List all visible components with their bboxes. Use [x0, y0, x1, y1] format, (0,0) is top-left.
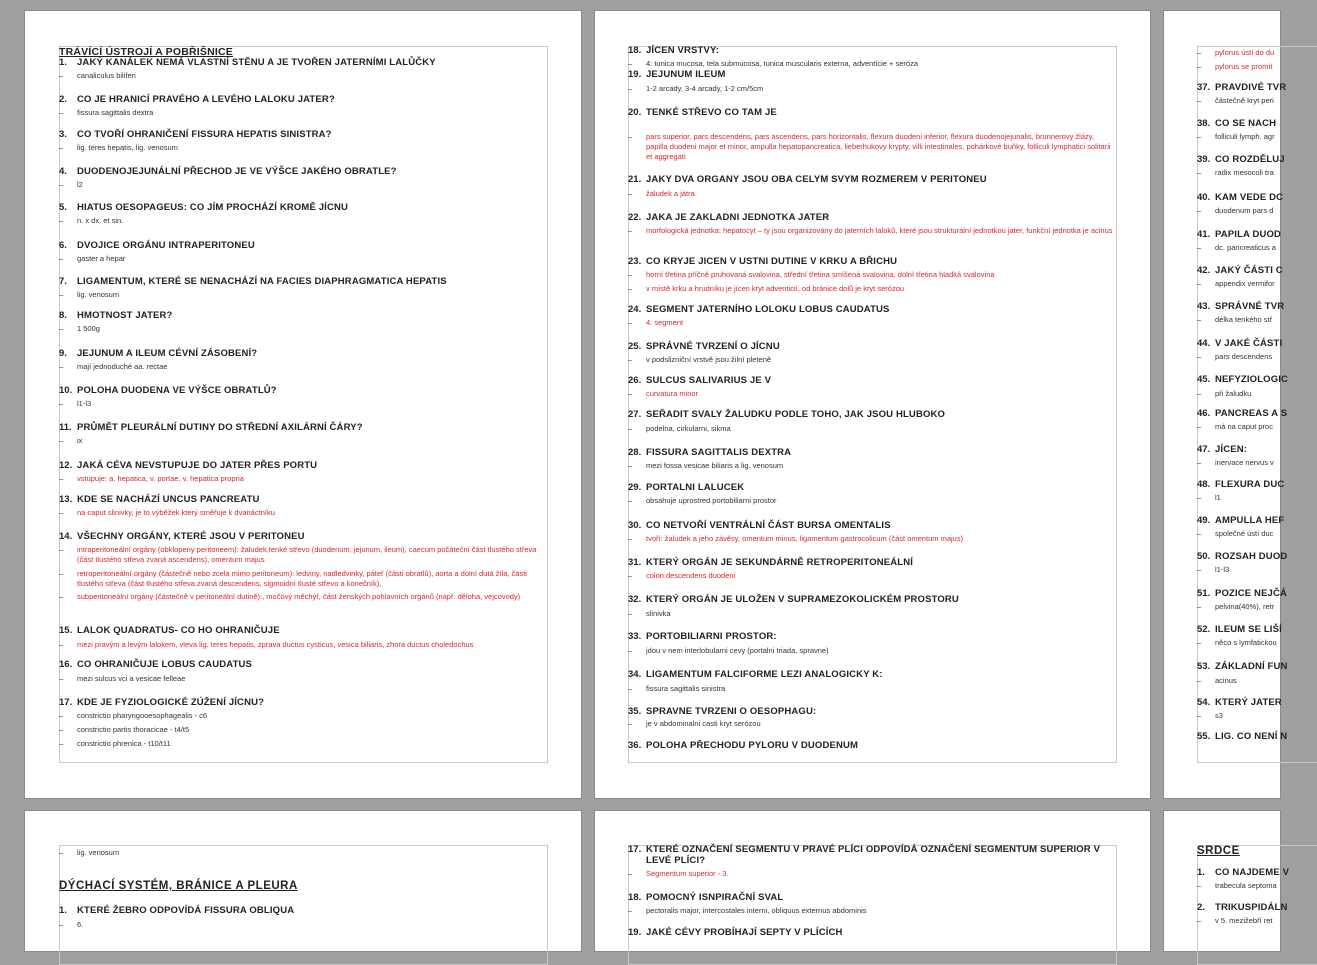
answer-text: – lig. teres hepatis, lig. venosum: [59, 143, 178, 152]
answer-text: – l1: [1197, 493, 1221, 502]
answer-text: – tvoří: žaludek a jeho závěsy, omentum minus, ligamentum gastrocolicum (část omentum majus): [628, 534, 964, 543]
answer-text: – duodenum pars d: [1197, 206, 1274, 215]
answer-text: – společné ústí duc: [1197, 529, 1274, 538]
document-page-6: SRDCE 1. CO NAJDEME V – trabecula septoma 2. TRIKUSPIDÁLN – v 5. mezižebří ret: [1164, 811, 1280, 951]
answer-text: – v 5. mezižebří ret: [1197, 916, 1273, 925]
answer-text: – l1-l3: [1197, 565, 1230, 574]
answer-text: – v podslizniční vrstvě jsou žilní pleteně: [628, 355, 772, 364]
document-page-2: 18. JÍCEN VRSTVY: – 4: tunica mucosa, tela submucosa, tunica muscularis externa, adventície + seróza 19. JEJUNUM ILEUM – 1-2 arcady, 3-4 arcady, 1-2 cm/5cm 20. TENKÉ STŘEVO CO TAM JE – pars superior, pars descendens, pars ascendens, pars horizontalis, flexura duodeni inferior, flexura duodenojejunalis, brunnerovy žlázy, papilla duodeni major et minor, ampulla hepatopancreatica, lieberhukovy krypty, villi intestinales, pohárkové buňky, folliculi lymphatici solitarii et aggregati 21. JAKY DVA ORGANY JSOU OBA CELYM SVYM ROZMEREM V PERITONEU – žaludek a játra 22. JAKA JE ZAKLADNI JEDNOTKA JATER – morfologická jednotka: hepatocyt – ty jsou organizovány do jaterních laloků, které jsou strukturální jednotkou jater, funkční jednotka je acinus 23. CO KRYJE JICEN V USTNI DUTINE V KRKU A BŘICHU – horní třetina příčně pruhovaná svalovina, střední třetina smíšená svalovina, dolní třetina hladká svalovina – v místě krku a hrudníku je jícen kryt adventicií, od bránice dolů je kryt serózou 24. SEGMENT JATERNÍHO LOLOKU LOBUS CAUDATUS – 4. segment 25. SPRÁVNÉ TVRZENÍ O JÍCNU – v podslizniční vrstvě jsou žilní pleteně 26. SULCUS SALIVARIUS JE V – curvatura minor 27. SEŘADIT SVALY ŽALUDKU PODLE TOHO, JAK JSOU HLUBOKO – podelna, cirkularni, sikma 28. FISSURA SAGITTALIS DEXTRA – mezi fossa vesicae biliaris a lig. venosum 29. PORTALNI LALUCEK – obsahuje uprostred portobiliarni prostor 30. CO NETVOŘÍ VENTRÁLNÍ ČÁST BURSA OMENTALIS – tvoří: žaludek a jeho závěsy, omentum minus, ligamentum gastrocolicum (část omentum majus) 31. KTERÝ ORGÁN JE SEKUNDÁRNĚ RETROPERITONEÁLNÍ – colon descendens duodeni 32. KTERÝ ORGÁN JE ULOŽEN V SUPRAMEZOKOLICKÉM PROSTORU – slinivka 33. PORTOBILIARNI PROSTOR: – jdou v nem interlobularni cevy (portalni triada, spravne) 34. LIGAMENTUM FALCIFORME LEZI ANALOGICKY K: – fissura sagittalis sinistra 35. SPRAVNE TVRZENI O OESOPHAGU: – je v abdominalni casti kryt serózou 36. POLOHA PŘECHODU PYLORU V DUODENUM: [595, 11, 1150, 798]
answer-text: – 1 500g: [59, 324, 100, 333]
document-page-4: – lig. venosum DÝCHACÍ SYSTÉM, BRÁNICE A PLEURA 1. KTERÉ ŽEBRO ODPOVÍDÁ FISSURA OBLIQUA – 6.: [25, 811, 581, 951]
document-page-5: 17. KTERÉ OZNAČENÍ SEGMENTU V PRAVÉ PLÍCI ODPOVÍDÁ OZNAČENÍ SEGMENTUM SUPERIOR V LEVÉ PLÍCI? – Segmentum superior - 3. 18. POMOCNÝ ISNPIRAČNÍ SVAL – pectoralis major, intercostales interni, obliquus externus abdominis 19. JAKÉ CÉVY PROBÍHAJÍ SEPTY V PLÍCÍCH: [595, 811, 1150, 951]
answer-text: – podelna, cirkularni, sikma: [628, 424, 731, 433]
answer-text: – 4. segment: [628, 318, 684, 327]
answer-text: – horní třetina příčně pruhovaná svalovina, střední třetina smíšená svalovina, dolní třetina hladká svalovina: [628, 270, 995, 279]
answer-text: – l2: [59, 180, 83, 189]
answer-text: – pylorus ústí do du: [1197, 48, 1275, 57]
answer-text: – lig. venosum: [59, 290, 120, 299]
answer-text: – l1-l3: [59, 399, 92, 408]
answer-text: – pelvina(40%), retr: [1197, 602, 1275, 611]
answer-text: – 4: tunica mucosa, tela submucosa, tunica muscularis externa, adventície + seróza: [628, 59, 919, 68]
answer-text: – jdou v nem interlobularni cevy (portalni triada, spravne): [628, 646, 829, 655]
answer-text: – ix: [59, 436, 83, 445]
text-frame: [59, 46, 548, 763]
answer-text: – constrictio partis thoracicae - t4/t5: [59, 725, 190, 734]
answer-text: – subperitoneální orgány (částečně v peritoneální dutině):, močový měchýř, část ženských pohlavních orgánů (např. děloha, vejcovody): [59, 592, 521, 601]
answer-text: – délka tenkého stř: [1197, 315, 1273, 324]
answer-text: – pars descendens: [1197, 352, 1273, 361]
answer-text: – fissura sagittalis dextra: [59, 108, 154, 117]
answer-text: – trabecula septoma: [1197, 881, 1277, 890]
answer-text: – lig. venosum: [59, 848, 120, 857]
answer-text: – je v abdominalni casti kryt serózou: [628, 719, 761, 728]
answer-text: – retroperitoneální orgány (částečně nebo zcela mimo peritoneum): ledviny, nadledvinky, páteř (části obratlů), aorta a dolní dutá žíla, části tlustého střeva (část tlustého střeva zvaná descendens, sigmoidní tlusté střevo a konečník),: [59, 569, 527, 588]
answer-text: – canaliculus biliferi: [59, 71, 136, 80]
answer-text: – fissura sagittalis sinistra: [628, 684, 726, 693]
answer-text: – při žaludku: [1197, 389, 1252, 398]
answer-text: – gaster a hepar: [59, 254, 126, 263]
answer-text: – pylorus se promít: [1197, 62, 1273, 71]
answer-text: – má na caput proc: [1197, 422, 1273, 431]
answer-text: – colon descendens duodeni: [628, 571, 736, 580]
answer-text: – 6.: [59, 920, 84, 929]
answer-text: – constrictio pharyngooesophagealis - c6: [59, 711, 208, 720]
document-page-1: TRÁVÍCÍ ÚSTROJÍ A POBŘIŠNICE 1. JAKÝ KANÁLEK NEMÁ VLASTNÍ STĚNU A JE TVOŘEN JATERNÍMI LALŮČKY – canaliculus biliferi 2. CO JE HRANICÍ PRAVÉHO A LEVÉHO LALOKU JATER? – fissura sagittalis dextra 3. CO TVOŘÍ OHRANIČENÍ FISSURA HEPATIS SINISTRA? – lig. teres hepatis, lig. venosum 4. DUODENOJEJUNÁLNÍ PŘECHOD JE VE VÝŠCE JAKÉHO OBRATLE? – l2 5. HIATUS OESOPAGEUS: CO JÍM PROCHÁZÍ KROMĚ JÍCNU – n. x dx. et sin. 6. DVOJICE ORGÁNU INTRAPERITONEU – gaster a hepar 7. LIGAMENTUM, KTERÉ SE NENACHÁZÍ NA FACIES DIAPHRAGMATICA HEPATIS – lig. venosum 8. HMOTNOST JATER? – 1 500g 9. JEJUNUM A ILEUM CÉVNÍ ZÁSOBENÍ? – mají jednoduché aa. rectae 10. POLOHA DUODENA VE VÝŠCE OBRATLŮ? – l1-l3 11. PRŮMĚT PLEURÁLNÍ DUTINY DO STŘEDNÍ AXILÁRNÍ ČÁRY? – ix 12. JAKÁ CÉVA NEVSTUPUJE DO JATER PŘES PORTU – vstupuje: a. hepatica, v. portae, v. hepatica propria 13. KDE SE NACHÁZÍ UNCUS PANCREATU – na caput slinivky, je to výběžek který směřuje k dvanáctníku 14. VŠECHNY ORGÁNY, KTERÉ JSOU V PERITONEU – intraperitoneální orgány (obklopeny peritoneem): žaludek,tenké střevo (duodenum, jejunum, ileum), caecum počáteční část tlustého střeva (část tlustého střeva zvaná ascendens), omentum majus – retroperitoneální orgány (částečně nebo zcela mimo peritoneum): ledviny, nadledvinky, páteř (části obratlů), aorta a dolní dutá žíla, části tlustého střeva (část tlustého střeva zvaná descendens, sigmoidní tlusté střevo a konečník), – subperitoneální orgány (částečně v peritoneální dutině):, močový měchýř, část ženských pohlavních orgánů (např. děloha, vejcovody) 15. LALOK QUADRATUS- CO HO OHRANIČUJE – mezi pravým a levým lalokem, vleva lig. teres hepatis, zprava ductus cysticus, vesica biliaris, zhora ductus choledochus 16. CO OHRANIČUJE LOBUS CAUDATUS – mezi sulcus vci a vesicae felleae 17. KDE JE FYZIOLOGICKÉ ZÚŽENÍ JÍCNU? – constrictio pharyngooesophagealis - c6 – constrictio partis thoracicae - t4/t5 – constrictio phrenica - t10/t11: [25, 11, 581, 798]
answer-text: – constrictio phrenica - t10/t11: [59, 739, 171, 748]
answer-text: – mezi sulcus vci a vesicae felleae: [59, 674, 186, 683]
answer-text: – Segmentum superior - 3.: [628, 869, 729, 878]
answer-text: – dc. pancreaticus a: [1197, 243, 1276, 252]
section-title-respiratory: DÝCHACÍ SYSTÉM, BRÁNICE A PLEURA: [59, 880, 298, 892]
answer-text: – pars superior, pars descendens, pars ascendens, pars horizontalis, flexura duodeni inferior, flexura duodenojejunalis, brunnerovy žlázy, papilla duodeni major et minor, ampulla hepatopancreatica, lieberhukovy krypty, villi intestinales, pohárkové buňky, folliculi lymphatici solitarii et aggregati: [628, 132, 1111, 161]
answer-text: – 1-2 arcady, 3-4 arcady, 1-2 cm/5cm: [628, 84, 764, 93]
document-page-3: – pylorus ústí do du – pylorus se promít 37. PRAVDIVÉ TVR – částečně kryt peri 38. CO SE NACH – folliculi lymph. agr 39. CO ROZDĚLUJ – radix mesocoli tra 40. KAM VEDE DC – duodenum pars d 41. PAPILA DUOD – dc. pancreaticus a 42. JAKÝ ČÁSTI C – appendix vermifor 43. SPRÁVNÉ TVR – délka tenkého stř 44. V JAKÉ ČÁSTI – pars descendens 45. NEFYZIOLOGIC – při žaludku 46. PANCREAS A S – má na caput proc 47. JÍCEN: – inervace nervus v 48. FLEXURA DUC – l1 49. AMPULLA HEF – společné ústí duc 50. ROZSAH DUOD – l1-l3 51. POZICE NEJČÁ – pelvina(40%), retr 52. ILEUM SE LIŠÍ – něco s lymfatickou 53. ZÁKLADNÍ FUN – acinus 54. KTERÝ JATER – s3 55. LIG. CO NENÍ N: [1164, 11, 1280, 798]
answer-text: – n. x dx. et sin.: [59, 216, 124, 225]
answer-text: – morfologická jednotka: hepatocyt – ty jsou organizovány do jaterních laloků, které jsou strukturální jednotkou jater, funkční jednotka je acinus: [628, 226, 1113, 235]
answer-text: – žaludek a játra: [628, 189, 695, 198]
answer-text: – intraperitoneální orgány (obklopeny peritoneem): žaludek,tenké střevo (duodenum, jejunum, ileum), caecum počáteční část tlustého střeva (část tlustého střeva zvaná ascendens), omentum majus: [59, 545, 537, 564]
answer-text: – mezi pravým a levým lalokem, vleva lig. teres hepatis, zprava ductus cysticus, vesica biliaris, zhora ductus choledochus: [59, 640, 474, 649]
answer-text: – mezi fossa vesicae biliaris a lig. venosum: [628, 461, 784, 470]
answer-text: – částečně kryt peri: [1197, 96, 1274, 105]
answer-text: – s3: [1197, 711, 1223, 720]
answer-text: – inervace nervus v: [1197, 458, 1274, 467]
answer-text: – curvatura minor: [628, 389, 699, 398]
answer-text: – slinivka: [628, 609, 671, 618]
answer-text: – appendix vermifor: [1197, 279, 1275, 288]
answer-text: – radix mesocoli tra: [1197, 168, 1274, 177]
answer-text: – folliculi lymph. agr: [1197, 132, 1275, 141]
section-title-digestive: TRÁVÍCÍ ÚSTROJÍ A POBŘIŠNICE: [59, 46, 234, 58]
section-title-heart: SRDCE: [1197, 845, 1240, 857]
answer-text: – pectoralis major, intercostales interni, obliquus externus abdominis: [628, 906, 867, 915]
answer-text: – něco s lymfatickou: [1197, 638, 1277, 647]
answer-text: – acinus: [1197, 676, 1237, 685]
answer-text: – na caput slinivky, je to výběžek který směřuje k dvanáctníku: [59, 508, 275, 517]
answer-text: – mají jednoduché aa. rectae: [59, 362, 168, 371]
answer-text: – vstupuje: a. hepatica, v. portae, v. hepatica propria: [59, 474, 244, 483]
answer-text: – obsahuje uprostred portobiliarni prostor: [628, 496, 777, 505]
answer-text: – v místě krku a hrudníku je jícen kryt adventicií, od bránice dolů je kryt serózou: [628, 284, 905, 293]
